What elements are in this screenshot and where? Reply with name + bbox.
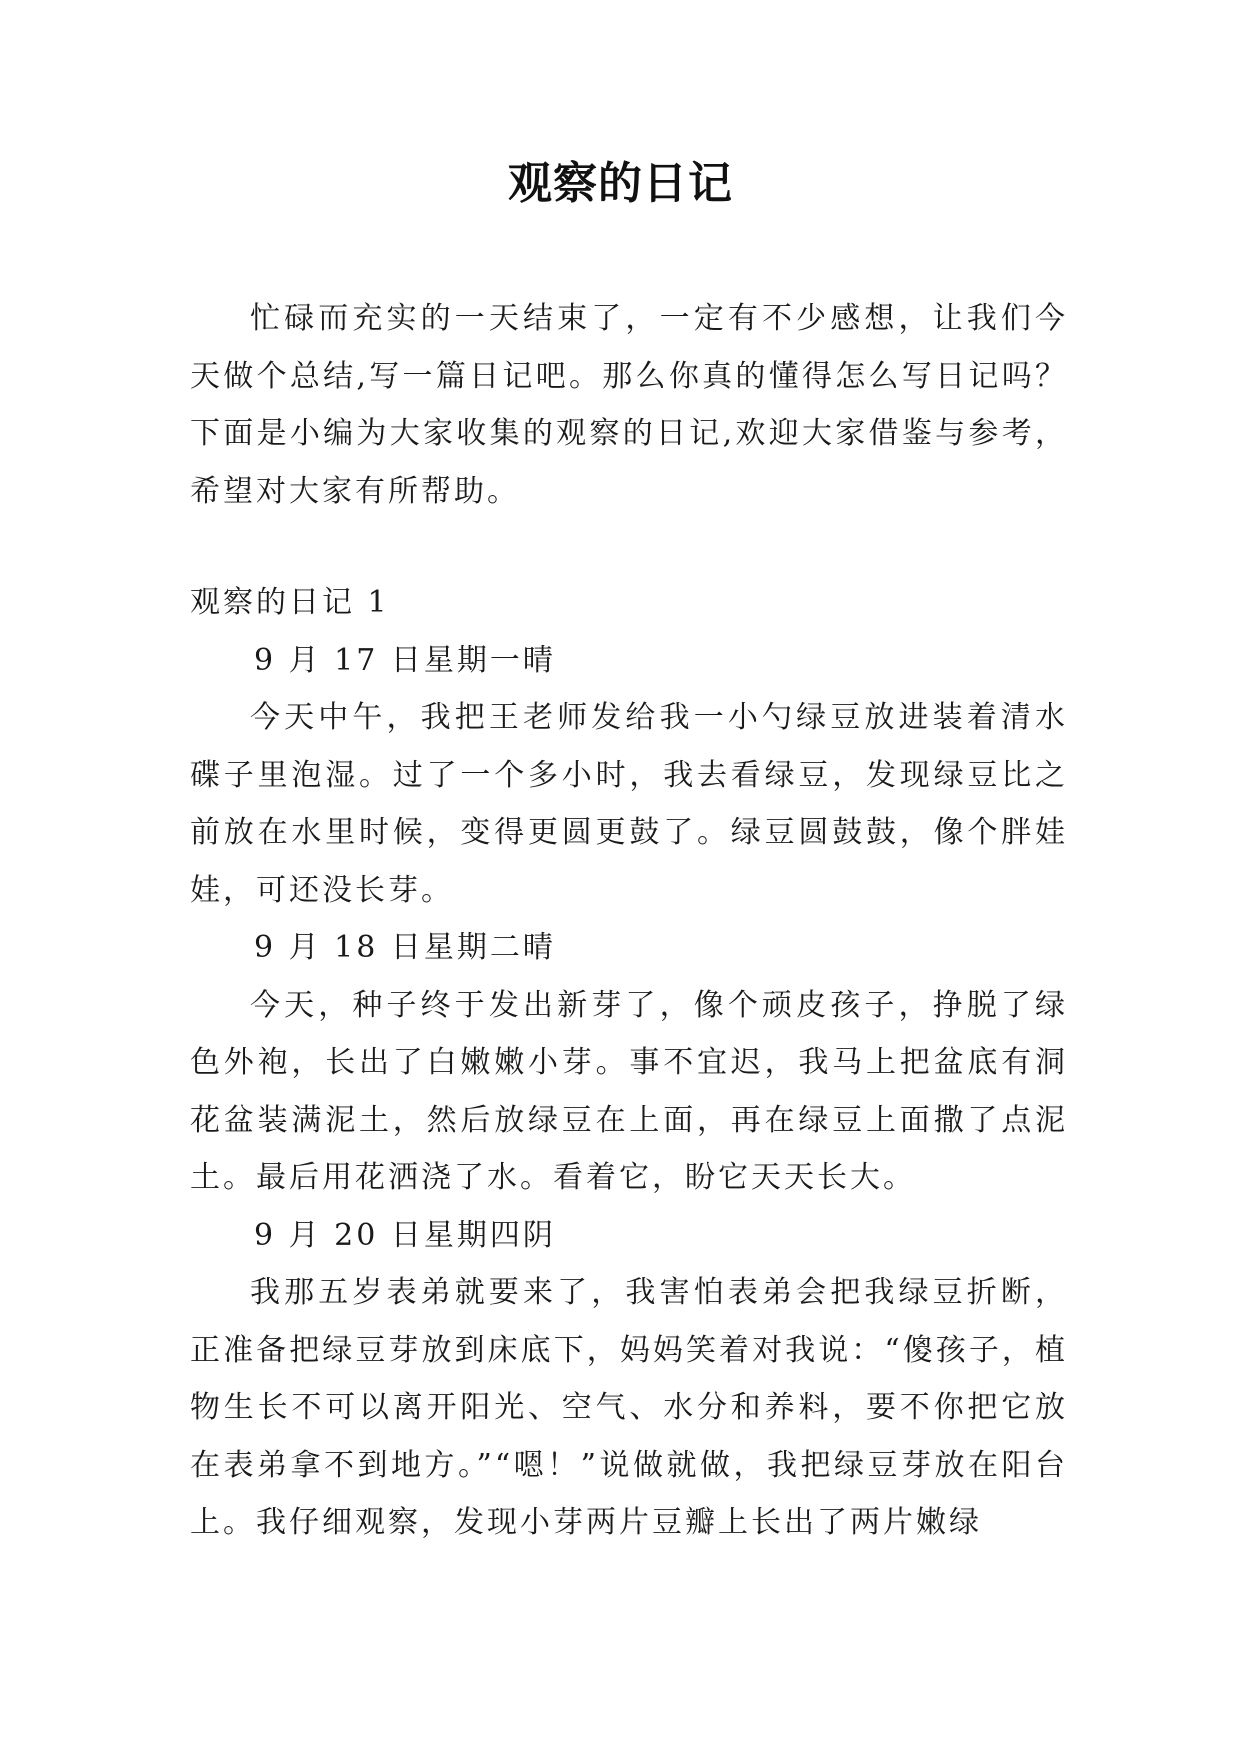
document-title: 观察的日记 — [508, 158, 733, 209]
entry-text: 我那五岁表弟就要来了，我害怕表弟会把我绿豆折断，正准备把绿豆芽放到床底下，妈妈笑着对我说：“傻孩子，植物生长不可以离开阳光、空气、水分和养料，要不你把它放在表弟拿不到地方。”“嗯！”说做就做，我把绿豆芽放在阳台上。我仔细观察，发现小芽两片豆瓣上长出了两片嫩绿 — [190, 1275, 1068, 1540]
entry-date: 9 月 18 日星期二晴 — [254, 930, 556, 965]
entry-date: 9 月 20 日星期四阴 — [254, 1217, 556, 1253]
section-spacer — [190, 520, 1068, 574]
intro-paragraph: 忙碌而充实的一天结束了，一定有不少感想，让我们今天做个总结,写一篇日记吧。那么你真的懂得怎么写日记吗？下面是小编为大家收集的观察的日记,欢迎大家借鉴与参考，希望对大家有所帮助。 — [190, 301, 1068, 509]
document-body — [190, 290, 1068, 1552]
section-heading: 观察的日记 1 — [190, 585, 390, 620]
entry-text: 今天，种子终于发出新芽了，像个顽皮孩子，挣脱了绿色外袍，长出了白嫩嫩小芽。事不宜迟，我马上把盆底有洞花盆装满泥土，然后放绿豆在上面，再在绿豆上面撒了点泥土。最后用花洒浇了水。看着它，盼它天天长大。 — [190, 987, 1068, 1195]
entry-text: 今天中午，我把王老师发给我一小勺绿豆放进装着清水碟子里泡湿。过了一个多小时，我去看绿豆，发现绿豆比之前放在水里时候，变得更圆更鼓了。绿豆圆鼓鼓，像个胖娃娃，可还没长芽。 — [190, 700, 1068, 908]
entry-date: 9 月 17 日星期一晴 — [254, 642, 556, 678]
